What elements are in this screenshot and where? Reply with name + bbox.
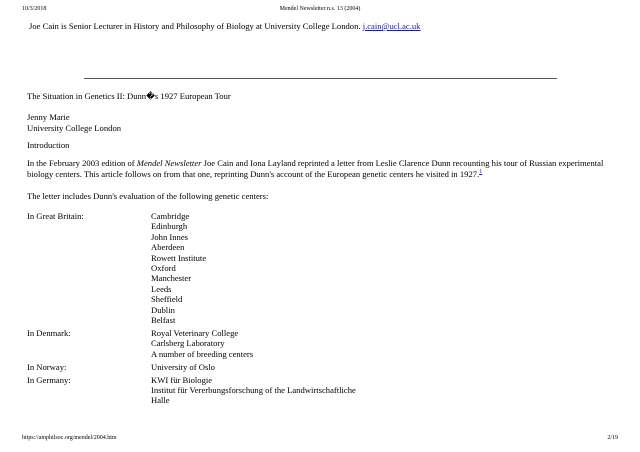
center-list <box>151 375 356 406</box>
country-label: In Great Britain: <box>27 211 84 221</box>
centers-lead: The letter includes Dunn's evaluation of the following genetic centers: <box>27 191 269 201</box>
center-item: KWI für Biologie <box>151 374 213 385</box>
center-list <box>151 211 206 325</box>
author-note-text: Joe Cain is Senior Lecturer in History and Philosophy of Biology at University College London. <box>29 21 363 31</box>
center-item: Edinburgh <box>151 221 188 232</box>
author-affiliation: University College London <box>27 122 122 133</box>
center-row <box>27 362 356 372</box>
byline <box>27 112 121 133</box>
center-item: Aberdeen <box>151 242 185 253</box>
center-item: University of Oslo <box>151 361 215 372</box>
center-item: Dublin <box>151 304 175 315</box>
country-label: In Germany: <box>27 374 71 385</box>
country-label: In Norway: <box>27 361 67 372</box>
print-date: 10/3/2018 <box>22 6 47 12</box>
center-row <box>27 375 356 406</box>
para-text-pre: In the February 2003 edition of <box>27 158 137 168</box>
center-item: Leeds <box>151 283 172 294</box>
print-footer-url: https://amphilsoc.org/mendel/2004.htm <box>22 435 117 441</box>
center-item: Carlsberg Laboratory <box>151 338 225 349</box>
center-list <box>151 328 253 359</box>
para-text-post: Joe Cain and Iona Layland reprinted a letter from Leslie Clarence Dunn recounting his tour of Russian experimental biology centers. This article follows on from that one, reprinting Dunn's account of the European genetic centers he visited in 1927. <box>27 158 604 179</box>
center-row <box>27 328 356 359</box>
author-note <box>29 21 420 32</box>
footnote-link[interactable]: 1 <box>479 168 483 175</box>
center-item: John Innes <box>151 231 188 242</box>
center-item: Halle <box>151 395 170 406</box>
journal-name: Mendel Newsletter <box>136 158 202 168</box>
center-item: Oxford <box>151 263 176 274</box>
center-item: Sheffield <box>151 294 183 305</box>
center-item: Rowett Institute <box>151 252 207 263</box>
center-item: Royal Veterinary College <box>151 327 239 338</box>
center-list <box>151 362 215 372</box>
horizontal-rule <box>84 78 557 79</box>
print-header-title: Mendel Newsletter n.s. 13 (2004) <box>279 6 361 12</box>
intro-paragraph <box>27 158 617 179</box>
author-email-link[interactable]: j.cain@ucl.ac.uk <box>362 21 421 31</box>
center-row <box>27 211 356 325</box>
section-heading: Introduction <box>27 140 70 150</box>
country-label: In Denmark: <box>27 327 71 338</box>
centers-table <box>27 211 356 408</box>
author-name: Jenny Marie <box>27 112 70 122</box>
center-item: Institut für Vererbungsforschung of the Landwirtschaftliche <box>151 385 356 395</box>
center-item: Belfast <box>151 315 176 326</box>
article-title: The Situation in Genetics II: Dunn�s 1927 European Tour <box>27 91 231 101</box>
center-item: A number of breeding centers <box>151 348 254 359</box>
center-item: Manchester <box>151 273 192 284</box>
print-page-number: 2/19 <box>607 435 618 441</box>
center-item: Cambridge <box>151 211 190 221</box>
